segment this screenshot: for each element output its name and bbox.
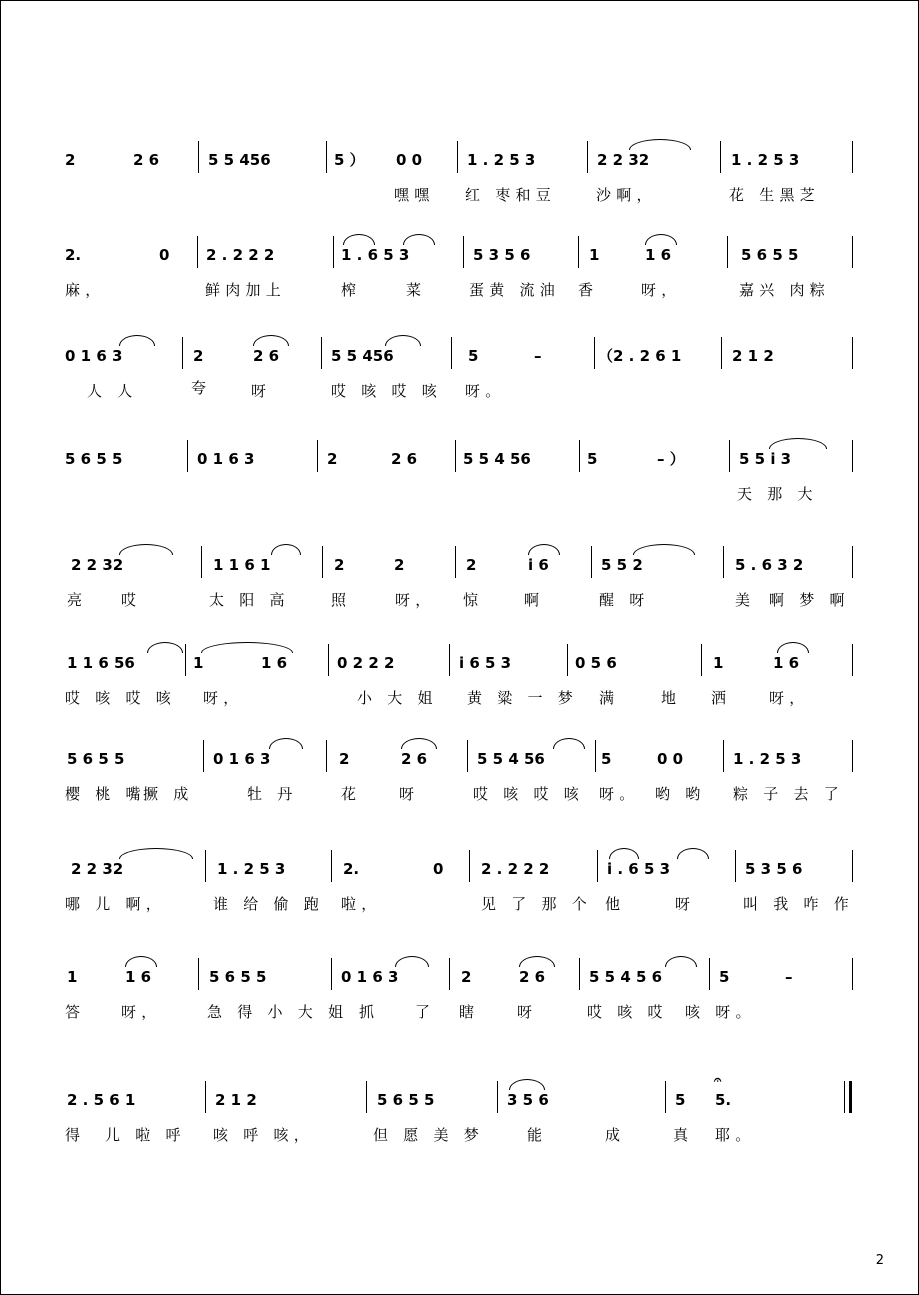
note-group: 2 [339, 750, 350, 768]
note-group: 2. [343, 860, 360, 878]
slur [119, 848, 193, 859]
barline [463, 236, 464, 268]
note-group: 0 [433, 860, 444, 878]
note-group: 2 1 2 [732, 347, 774, 365]
note-group: 2 1 2 [215, 1091, 257, 1109]
barline [852, 740, 853, 772]
barline [366, 1081, 367, 1113]
final-barline-thick [849, 1081, 852, 1113]
lyric-line [1, 688, 918, 712]
lyric: 夸 [191, 379, 212, 397]
barline [205, 850, 206, 882]
barline [317, 440, 318, 472]
barline [185, 644, 186, 676]
note-group: 2 [394, 556, 405, 574]
barline [201, 546, 202, 578]
barline [467, 740, 468, 772]
lyric: 美 [735, 591, 756, 609]
note-group: 0 0 [396, 151, 423, 169]
barline [852, 236, 853, 268]
barline [321, 337, 322, 369]
barline [852, 850, 853, 882]
lyric-line [1, 1002, 918, 1026]
lyric: 麻， [65, 281, 106, 299]
note-group: – [534, 347, 542, 365]
note-group: 5 6 5 5 [741, 246, 799, 264]
lyric: 哎 咳 哎 咳 [331, 382, 443, 400]
slur [633, 544, 695, 555]
note-group: 1 . 6 5 3 [341, 246, 410, 264]
barline [455, 440, 456, 472]
note-group: i 6 [528, 556, 549, 574]
note-group: 1 [589, 246, 600, 264]
final-barline-thin [844, 1081, 845, 1113]
barline [665, 1081, 666, 1113]
slur [253, 335, 289, 346]
barline [597, 850, 598, 882]
lyric: 瞎 [459, 1003, 480, 1021]
note-group: 5 5 i 3 [739, 450, 792, 468]
note-group: 2 6 [133, 151, 160, 169]
barline [197, 236, 198, 268]
slur [395, 956, 429, 967]
note-group: 2. [65, 246, 82, 264]
note-group: 2 2 32 [71, 556, 124, 574]
slur [665, 956, 697, 967]
note-group: （2 . 2 6 1 [598, 347, 682, 365]
note-group: 2 [65, 151, 76, 169]
note-group: 0 1 6 3 [341, 968, 399, 986]
lyric: 天 那 大 [737, 485, 818, 503]
lyric: 太 阳 高 [209, 591, 290, 609]
page-number: 2 [875, 1253, 884, 1268]
note-group: 0 2 2 2 [337, 654, 395, 672]
lyric: 他 [605, 895, 626, 913]
barline [852, 644, 853, 676]
barline [331, 850, 332, 882]
lyric: 樱 桃 嘴 [65, 785, 146, 803]
lyric-line [1, 590, 918, 614]
note-group: 5 . 6 3 2 [735, 556, 804, 574]
barline [852, 546, 853, 578]
barline [578, 236, 579, 268]
lyric: 呀 [399, 785, 420, 803]
lyric: 咳 呼 咳， [213, 1126, 315, 1144]
lyric: 沙啊， [596, 186, 657, 204]
notation-line [1, 347, 918, 377]
note-group: i . 6 5 3 [607, 860, 671, 878]
note-group: 5 5 456 [331, 347, 394, 365]
barline [449, 644, 450, 676]
lyric-line [1, 1125, 918, 1149]
barline [451, 337, 452, 369]
note-group: 5 3 5 6 [745, 860, 803, 878]
slur [553, 738, 585, 749]
barline [322, 546, 323, 578]
lyric: 花 [341, 785, 362, 803]
lyric: 叫 我 咋 作 [743, 895, 855, 913]
lyric: 鲜肉加上 [205, 281, 287, 299]
note-group: 1 6 [261, 654, 288, 672]
lyric: 牡 丹 [247, 785, 298, 803]
barline [729, 440, 730, 472]
notation-line [1, 151, 918, 181]
barline [187, 440, 188, 472]
barline [723, 546, 724, 578]
barline [721, 337, 722, 369]
barline [723, 740, 724, 772]
barline [182, 337, 183, 369]
lyric: 呀。 [599, 785, 640, 803]
notation-line [1, 750, 918, 780]
lyric: 亮 [67, 591, 88, 609]
barline [567, 644, 568, 676]
note-group: 2 2 32 [71, 860, 124, 878]
note-group: 1 6 [773, 654, 800, 672]
barline [720, 141, 721, 173]
barline [333, 236, 334, 268]
lyric: 真 [673, 1126, 694, 1144]
barline [331, 958, 332, 990]
slur [645, 234, 677, 245]
note-group: 5 5 4 5 6 [589, 968, 663, 986]
lyric: 能 [527, 1126, 548, 1144]
barline [449, 958, 450, 990]
slur [271, 544, 301, 555]
lyric: 啦， [341, 895, 382, 913]
lyric: 惊 [463, 591, 484, 609]
lyric: 咳 呀。 [685, 1003, 756, 1021]
lyric: 啊 梦 啊 [769, 591, 850, 609]
slur [269, 738, 303, 749]
fermata-icon: 𝄐 [714, 1073, 722, 1088]
note-group: 1 6 [645, 246, 672, 264]
note-group: 2 2 32 [597, 151, 650, 169]
barline [579, 958, 580, 990]
lyric: 地 [661, 689, 682, 707]
lyric: 哎 咳 哎 [587, 1003, 668, 1021]
barline [852, 440, 853, 472]
lyric: 满 [599, 689, 620, 707]
note-group: 5 6 5 5 [67, 750, 125, 768]
notation-line [1, 860, 918, 890]
barline [701, 644, 702, 676]
lyric: 嘿嘿 [394, 186, 435, 204]
barline [455, 546, 456, 578]
barline [591, 546, 592, 578]
lyric-line [1, 185, 918, 209]
lyric: 哎 咳 哎 咳 [65, 689, 177, 707]
barline [469, 850, 470, 882]
barline [709, 958, 710, 990]
lyric: 呀， [641, 281, 682, 299]
lyric: 醒 呀 [599, 591, 650, 609]
notation-line [1, 556, 918, 586]
barline [852, 337, 853, 369]
note-group: 2 . 2 2 2 [206, 246, 275, 264]
note-group: 5 5 4 56 [463, 450, 531, 468]
slur [401, 738, 437, 749]
barline [727, 236, 728, 268]
slur [629, 139, 691, 150]
slur [677, 848, 709, 859]
note-group: 2 [193, 347, 204, 365]
lyric: 黄 粱 一 梦 [467, 689, 579, 707]
notation-line [1, 968, 918, 998]
note-group: 5 [719, 968, 730, 986]
note-group: 1 . 2 5 3 [467, 151, 536, 169]
slur [519, 956, 555, 967]
lyric: 儿 啦 呼 [105, 1126, 186, 1144]
note-group: 5 [587, 450, 598, 468]
barline [587, 141, 588, 173]
barline [205, 1081, 206, 1113]
lyric: 菜 [406, 281, 427, 299]
barline [497, 1081, 498, 1113]
lyric-line [1, 894, 918, 918]
note-group: 5 [601, 750, 612, 768]
note-group: – [785, 968, 793, 986]
lyric-line [1, 484, 918, 508]
note-group: 1 1 6 1 [213, 556, 271, 574]
lyric: 急 得 小 大 姐 [207, 1003, 349, 1021]
note-group: 2 [334, 556, 345, 574]
note-group: 2 6 [391, 450, 418, 468]
slur [609, 848, 639, 859]
note-group: 2 6 [253, 347, 280, 365]
slur [119, 544, 173, 555]
lyric: 呀。 [465, 382, 506, 400]
lyric: 哎 咳 哎 咳 [473, 785, 585, 803]
barline [203, 740, 204, 772]
note-group: 0 1 6 3 [197, 450, 255, 468]
lyric-line [1, 280, 918, 304]
slur [119, 335, 155, 346]
lyric: 见 了 那 个 [481, 895, 593, 913]
slur [125, 956, 157, 967]
note-group: 1 . 2 5 3 [733, 750, 802, 768]
note-group: 1 [67, 968, 78, 986]
note-group: 2 [466, 556, 477, 574]
note-group: 5 6 5 5 [65, 450, 123, 468]
barline [595, 740, 596, 772]
barline [735, 850, 736, 882]
lyric: 答 [65, 1003, 86, 1021]
slur [147, 642, 183, 653]
lyric: 呀 [675, 895, 696, 913]
notation-line [1, 450, 918, 480]
lyric: 得 [65, 1126, 86, 1144]
barline [326, 740, 327, 772]
lyric: 榨 [341, 281, 362, 299]
slur [769, 438, 827, 449]
note-group: 0 [159, 246, 170, 264]
note-group: 5 5 2 [601, 556, 643, 574]
lyric: 洒 [711, 689, 732, 707]
note-group: 5. [715, 1091, 732, 1109]
lyric: 谁 给 偷 跑 [213, 895, 325, 913]
note-group: 2 6 [519, 968, 546, 986]
barline [198, 958, 199, 990]
slur [528, 544, 560, 555]
note-group: 0 0 [657, 750, 684, 768]
barline [326, 141, 327, 173]
notation-line [1, 1073, 918, 1121]
lyric-line [1, 381, 918, 405]
lyric: 耶。 [715, 1126, 756, 1144]
lyric: 人 人 [87, 382, 138, 400]
note-group: – ） [657, 450, 685, 468]
lyric: 粽 子 去 了 [733, 785, 845, 803]
lyric-line [1, 784, 918, 808]
note-group: 5 6 5 5 [209, 968, 267, 986]
lyric: 呀， [769, 689, 810, 707]
note-group: 0 1 6 3 [65, 347, 123, 365]
note-group: 2 [327, 450, 338, 468]
lyric: 嘉兴 肉粽 [739, 281, 831, 299]
barline [328, 644, 329, 676]
lyric: 哎 [121, 591, 142, 609]
lyric: 呀， [203, 689, 244, 707]
note-group: 2 [461, 968, 472, 986]
note-group: 5 [675, 1091, 686, 1109]
note-group: 5 [468, 347, 479, 365]
note-group: 2 . 2 2 2 [481, 860, 550, 878]
slur [777, 642, 809, 653]
lyric: 蛋黄 流油 [469, 281, 561, 299]
lyric: 啊 [524, 591, 545, 609]
lyric: 哟 哟 [655, 785, 706, 803]
note-group: 1 1 6 56 [67, 654, 135, 672]
lyric: 照 [331, 591, 352, 609]
lyric: 呀 [251, 382, 272, 400]
slur [403, 234, 435, 245]
note-group: 5 6 5 5 [377, 1091, 435, 1109]
barline [457, 141, 458, 173]
lyric: 花 生黑芝 [729, 186, 821, 204]
barline [852, 958, 853, 990]
notation-line [1, 654, 918, 684]
note-group: 1 [193, 654, 204, 672]
note-group: i 6 5 3 [459, 654, 512, 672]
lyric: 抓 [359, 1003, 380, 1021]
slur [509, 1079, 545, 1090]
barline [198, 141, 199, 173]
lyric: 成 [605, 1126, 626, 1144]
lyric: 了 [415, 1003, 436, 1021]
slur [343, 234, 375, 245]
note-group: 2 . 5 6 1 [67, 1091, 136, 1109]
lyric: 呀 [517, 1003, 538, 1021]
note-group: 1 [713, 654, 724, 672]
note-group: 1 . 2 5 3 [731, 151, 800, 169]
note-group: 1 6 [125, 968, 152, 986]
note-group: 0 5 6 [575, 654, 617, 672]
notation-line [1, 246, 918, 276]
note-group: 5 5 456 [208, 151, 271, 169]
barline [594, 337, 595, 369]
note-group: 5 3 5 6 [473, 246, 531, 264]
note-group: 5 5 4 56 [477, 750, 545, 768]
note-group: 2 6 [401, 750, 428, 768]
lyric: 哪 儿 啊， [65, 895, 167, 913]
lyric: 呀， [121, 1003, 162, 1021]
note-group: 3 5 6 [507, 1091, 549, 1109]
lyric: 香 [578, 281, 599, 299]
slur [385, 335, 421, 346]
note-group: 5 ） [334, 151, 365, 169]
barline [579, 440, 580, 472]
lyric: 小 大 姐 [357, 689, 438, 707]
note-group: 1 . 2 5 3 [217, 860, 286, 878]
lyric: 红 枣和豆 [465, 186, 557, 204]
note-group: 0 1 6 3 [213, 750, 271, 768]
lyric: 呀， [395, 591, 436, 609]
slur [201, 642, 293, 653]
lyric: 但 愿 美 梦 [373, 1126, 485, 1144]
barline [852, 141, 853, 173]
lyric: 撅 成 [143, 785, 194, 803]
